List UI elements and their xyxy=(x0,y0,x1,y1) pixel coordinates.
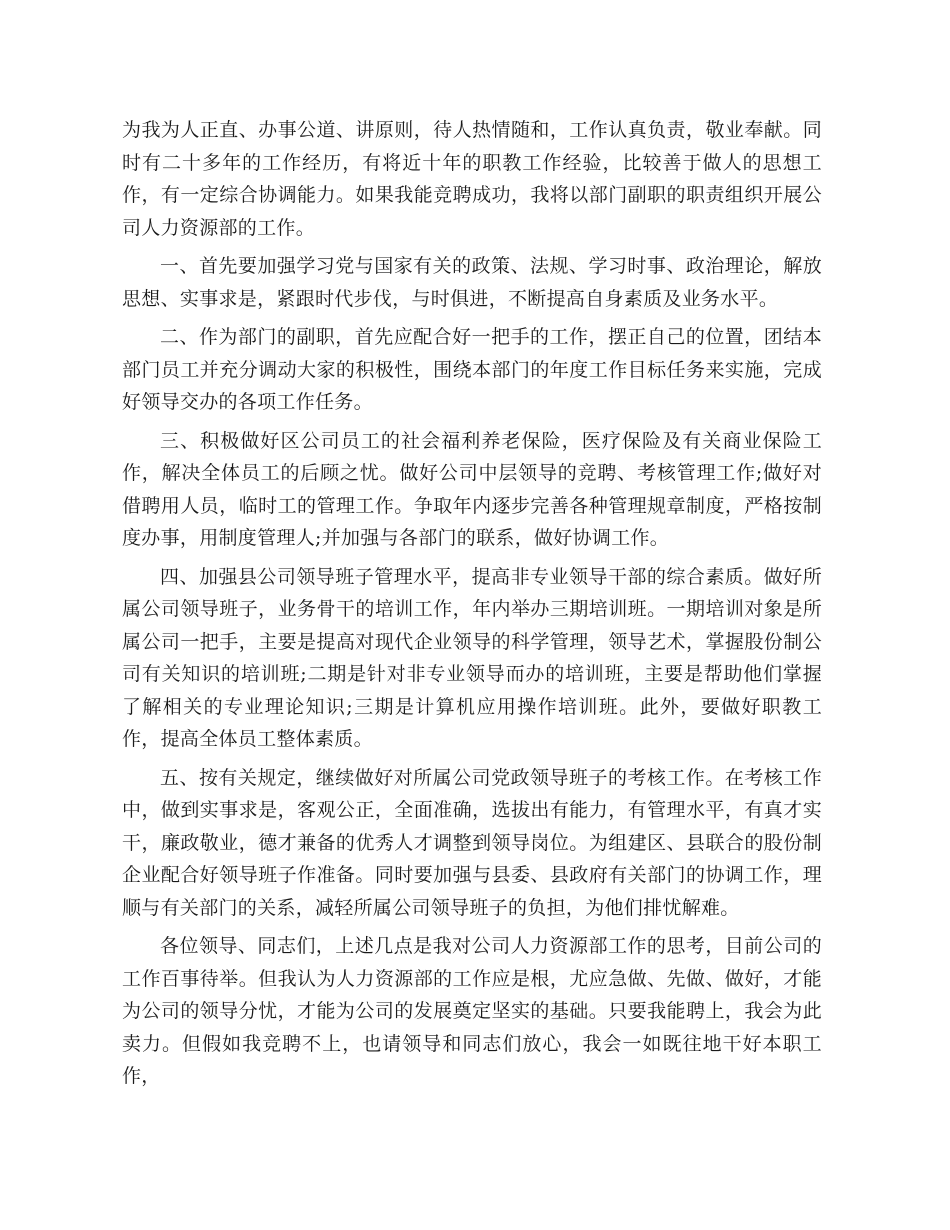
paragraph-point-5: 五、按有关规定，继续做好对所属公司党政领导班子的考核工作。在考核工作中，做到实事求是，客观公正，全面准确，选拔出有能力，有管理水平，有真才实干，廉政敬业，德才兼备的优秀人才调整到领导岗位。为组建区、县联合的股份制企业配合好领导班子作准备。同时要加强与县委、县政府有关部门的协调工作，理顺与有关部门的关系，减轻所属公司领导班子的负担，为他们排忧解难。 xyxy=(122,766,822,919)
paragraph-point-3: 三、积极做好区公司员工的社会福利养老保险，医疗保险及有关商业保险工作，解决全体员工的后顾之忧。做好公司中层领导的竞聘、考核管理工作;做好对借聘用人员，临时工的管理工作。争取年内逐步完善各种管理规章制度，严格按制度办事，用制度管理人;并加强与各部门的联系，做好协调工作。 xyxy=(122,429,822,549)
paragraph-point-2: 二、作为部门的副职，首先应配合好一把手的工作，摆正自己的位置，团结本部门员工并充分调动大家的积极性，围绕本部门的年度工作目标任务来实施，完成好领导交办的各项工作任务。 xyxy=(122,326,822,413)
paragraph-closing: 各位领导、同志们，上述几点是我对公司人力资源部工作的思考，目前公司的工作百事待举。但我认为人力资源部的工作应是根，尤应急做、先做、做好，才能为公司的领导分忧，才能为公司的发展奠定坚实的基础。只要我能聘上，我会为此卖力。但假如我竞聘不上，也请领导和同志们放心，我会一如既往地干好本职工作， xyxy=(122,935,822,1087)
paragraph-intro: 为我为人正直、办事公道、讲原则，待人热情随和，工作认真负责，敬业奉献。同时有二十多年的工作经历，有将近十年的职教工作经验，比较善于做人的思想工作，有一定综合协调能力。如果我能竞聘成功，我将以部门副职的职责组织开展公司人力资源部的工作。 xyxy=(122,119,822,239)
paragraph-point-4: 四、加强县公司领导班子管理水平，提高非专业领导干部的综合素质。做好所属公司领导班子，业务骨干的培训工作，年内举办三期培训班。一期培训对象是所属公司一把手，主要是提高对现代企业领导的科学管理，领导艺术，掌握股份制公司有关知识的培训班;二期是针对非专业领导而办的培训班，主要是帮助他们掌握了解相关的专业理论知识;三期是计算机应用操作培训班。此外，要做好职教工作，提高全体员工整体素质。 xyxy=(122,565,822,750)
paragraph-point-1: 一、首先要加强学习党与国家有关的政策、法规、学习时事、政治理论，解放思想、实事求是，紧跟时代步伐，与时俱进，不断提高自身素质及业务水平。 xyxy=(122,255,822,310)
document-body xyxy=(122,114,822,1099)
